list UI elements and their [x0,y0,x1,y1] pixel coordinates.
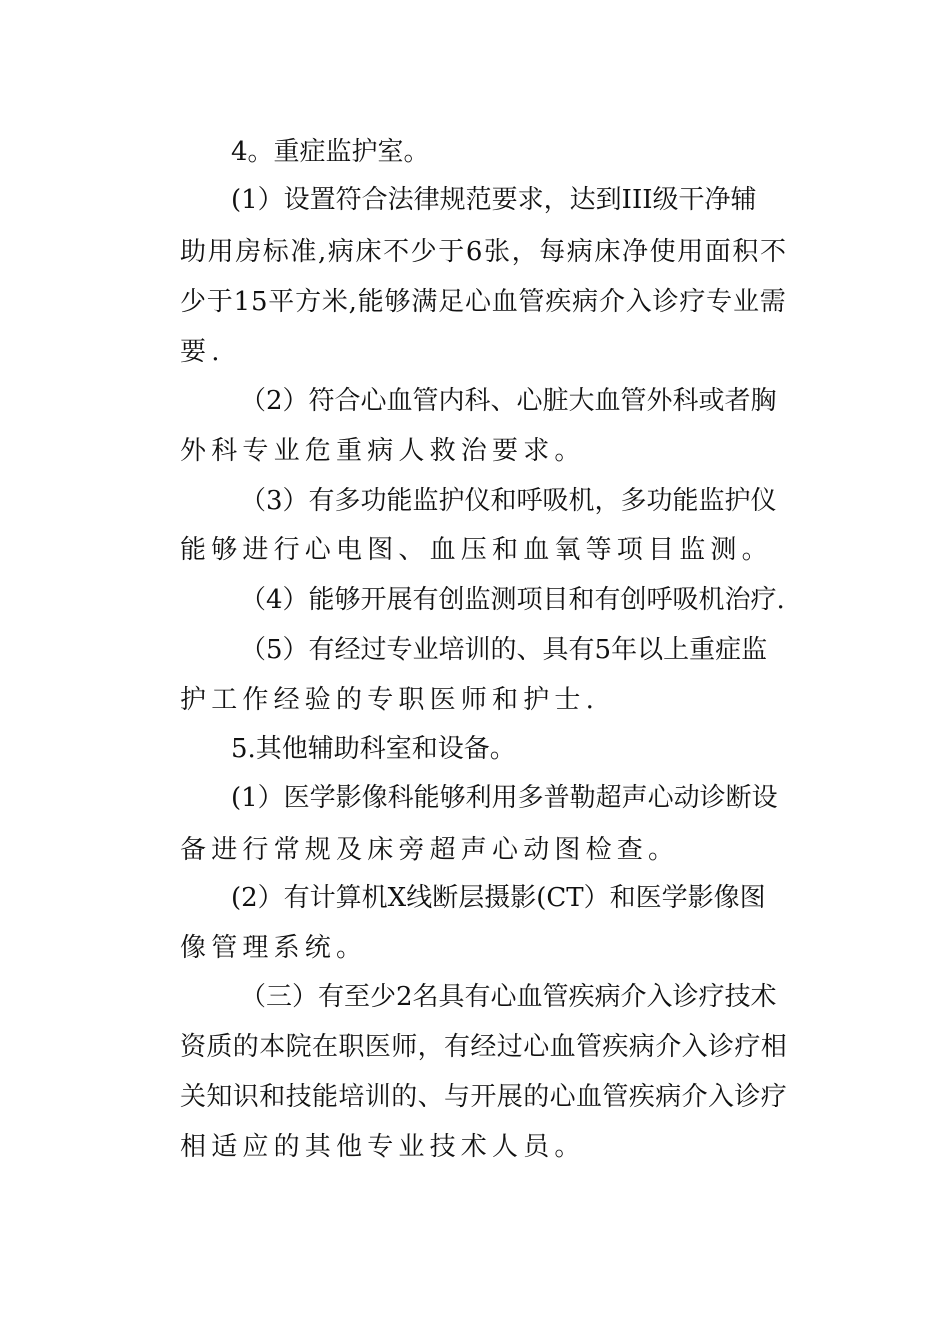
section-heading-icu: 4。重症监护室。 [231,137,430,167]
paragraph-line: 要. [180,337,225,367]
paragraph-line: (1）设置符合法律规范要求，达到III级干净辅 [231,185,757,215]
section-heading-aux: 5.其他辅助科室和设备。 [231,734,516,764]
paragraph-line: （三）有至少2名具有心血管疾病介入诊疗技术 [240,982,777,1012]
paragraph-line: 少于15平方米,能够满足心血管疾病介入诊疗专业需 [180,287,787,317]
paragraph-line: (1）医学影像科能够利用多普勒超声心动诊断设 [231,783,778,813]
paragraph-line: （2）符合心血管内科、心脏大血管外科或者胸 [240,386,777,416]
paragraph-line: (2）有计算机X线断层摄影(CT）和医学影像图 [231,883,766,913]
paragraph-line: 外科专业危重病人救治要求。 [180,436,586,466]
paragraph-line: （3）有多功能监护仪和呼吸机，多功能监护仪 [240,486,777,516]
paragraph-line: 资质的本院在职医师，有经过心血管疾病介入诊疗相 [180,1032,788,1062]
paragraph-line: 备进行常规及床旁超声心动图检查。 [180,835,680,865]
paragraph-line: 相适应的其他专业技术人员。 [180,1132,586,1162]
paragraph-line: 关知识和技能培训的、与开展的心血管疾病介入诊疗 [180,1082,788,1112]
paragraph-line: 护工作经验的专职医师和护士. [180,685,600,715]
paragraph-line: 像管理系统。 [180,933,368,963]
paragraph-line: （5）有经过专业培训的、具有5年以上重症监 [240,635,768,665]
paragraph-line: （4）能够开展有创监测项目和有创呼吸机治疗. [240,585,785,615]
paragraph-line: 能够进行心电图、血压和血氧等项目监测。 [180,535,773,565]
paragraph-line: 助用房标准,病床不少于6张，每病床净使用面积不 [180,237,788,267]
